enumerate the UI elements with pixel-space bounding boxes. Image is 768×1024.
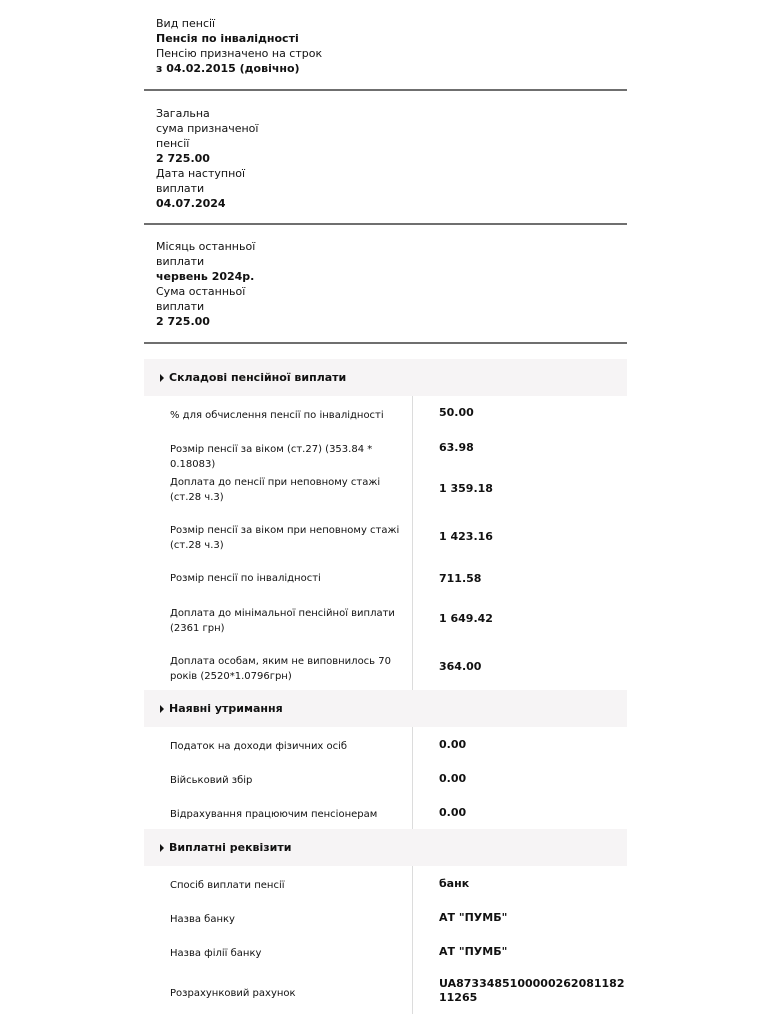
account-number-value: UA873348510000026208118211265 (439, 977, 625, 1004)
component-label: Розмір пенсії за віком при неповному стажі (ст.28 ч.3) (170, 525, 400, 551)
pension-type-value: Пенсія по інвалідності (156, 32, 299, 45)
deductions-title: Наявні утримання (169, 702, 283, 715)
component-label: Розмір пенсії за віком (ст.27) (353.84 * 0.18083) (170, 444, 373, 470)
next-payment-label-line1: Дата наступної (156, 167, 246, 180)
component-label: Доплата до пенсії при неповному стажі (ст.28 ч.3) (170, 477, 381, 503)
divider (144, 342, 627, 344)
component-label: Доплата до мінімальної пенсійної виплати (2361 грн) (170, 608, 395, 634)
requisite-label: Розрахунковий рахунок (170, 988, 296, 999)
total-label-line2: сума призначеної (156, 122, 259, 135)
pension-term-label: Пенсію призначено на строк (156, 47, 323, 60)
component-value: 50.00 (439, 406, 474, 419)
next-payment-value: 04.07.2024 (156, 197, 226, 210)
requisite-label: Назва філії банку (170, 948, 262, 959)
divider (144, 223, 627, 225)
requisite-value: АТ "ПУМБ" (439, 911, 508, 924)
column-separator (412, 866, 413, 1014)
deduction-value: 0.00 (439, 772, 467, 785)
column-separator (412, 396, 413, 694)
total-label-line3: пенсії (156, 137, 190, 150)
caret-right-icon (160, 844, 164, 852)
last-month-label-line2: виплати (156, 255, 205, 268)
requisites-section-header[interactable] (144, 829, 627, 866)
deductions-section-header[interactable] (144, 690, 627, 727)
components-title: Складові пенсійної виплати (169, 371, 347, 384)
divider (144, 89, 627, 91)
component-value: 364.00 (439, 660, 482, 673)
column-separator (412, 727, 413, 830)
component-value: 63.98 (439, 441, 474, 454)
pension-type-section (156, 16, 456, 76)
component-value: 711.58 (439, 572, 482, 585)
last-payment-section (156, 239, 456, 329)
component-label: Доплата особам, яким не виповнилось 70 років (2520*1.0796грн) (170, 656, 391, 682)
total-label-line1: Загальна (156, 107, 210, 120)
requisite-label: Назва банку (170, 914, 235, 925)
components-section-header[interactable] (144, 359, 627, 396)
deduction-value: 0.00 (439, 738, 467, 751)
deduction-value: 0.00 (439, 806, 467, 819)
component-value: 1 359.18 (439, 482, 493, 495)
last-month-label-line1: Місяць останньої (156, 240, 256, 253)
requisite-value: банк (439, 877, 470, 890)
pension-term-value: з 04.02.2015 (довічно) (156, 62, 300, 75)
deduction-label: Податок на доходи фізичних осіб (170, 741, 348, 752)
component-label: Розмір пенсії по інвалідності (170, 573, 321, 584)
last-month-value: червень 2024р. (156, 270, 255, 283)
requisite-label: Спосіб виплати пенсії (170, 880, 285, 891)
next-payment-label-line2: виплати (156, 182, 205, 195)
caret-right-icon (160, 705, 164, 713)
last-sum-label-line1: Сума останньої (156, 285, 246, 298)
caret-right-icon (160, 374, 164, 382)
total-value: 2 725.00 (156, 152, 210, 165)
last-sum-value: 2 725.00 (156, 315, 210, 328)
last-sum-label-line2: виплати (156, 300, 205, 313)
requisite-value: АТ "ПУМБ" (439, 945, 508, 958)
component-value: 1 649.42 (439, 612, 493, 625)
pension-type-label: Вид пенсії (156, 17, 216, 30)
component-label: % для обчислення пенсії по інвалідності (170, 410, 384, 421)
totals-section (156, 106, 456, 211)
component-value: 1 423.16 (439, 530, 493, 543)
deduction-label: Відрахування працюючим пенсіонерам (170, 809, 378, 820)
deduction-label: Військовий збір (170, 775, 253, 786)
requisites-title: Виплатні реквізити (169, 841, 292, 854)
